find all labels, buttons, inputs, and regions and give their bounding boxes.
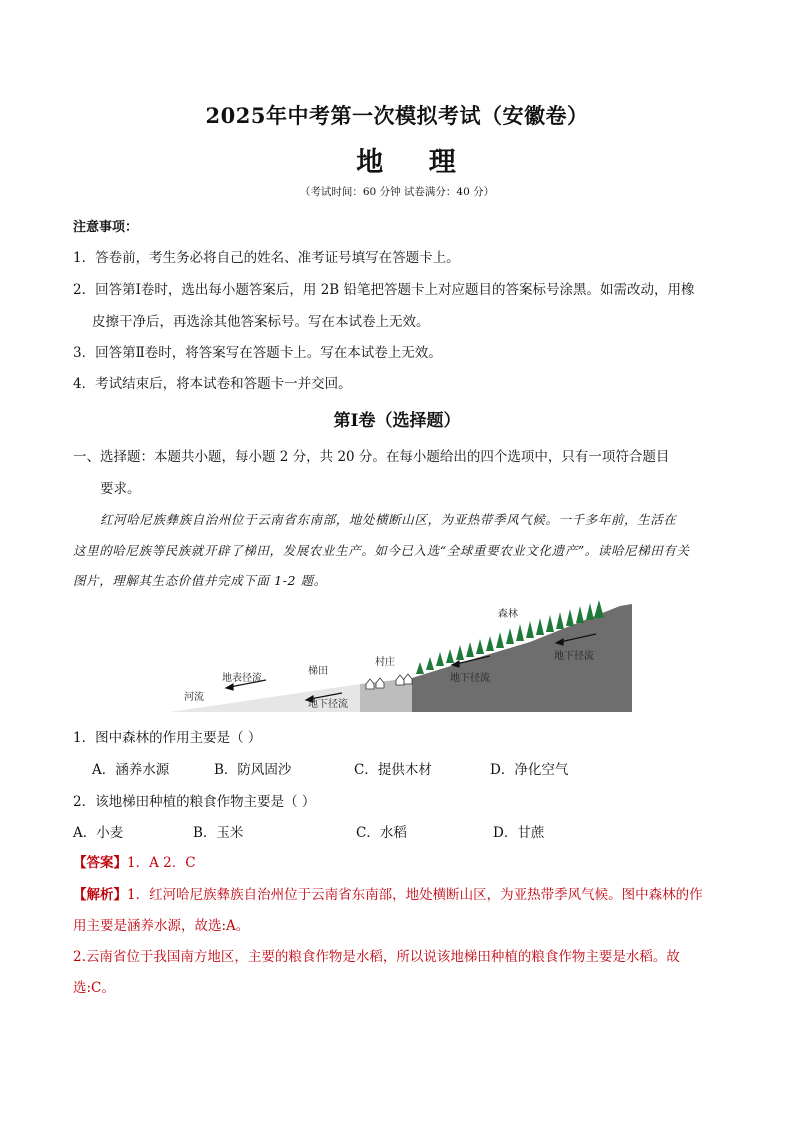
exam-info: （考试时间：60 分钟 试卷满分：40 分） bbox=[299, 186, 495, 198]
notice-heading: 注意事项： bbox=[73, 220, 139, 235]
terrace-figure bbox=[170, 600, 640, 716]
notice-item-continued: 皮擦干净后，再选涂其他答案标号。写在本试卷上无效。 bbox=[92, 314, 430, 330]
label-underground-runoff-left: 地下径流 bbox=[308, 699, 348, 710]
section-instruction: 一、选择题：本题共小题，每小题 2 分，共 20 分。在每小题给出的四个选项中，只有一项符合题目 bbox=[73, 449, 670, 465]
option-c: C．水稻 bbox=[356, 825, 407, 841]
mountain-slope bbox=[412, 604, 632, 712]
label-river: 河流 bbox=[184, 692, 204, 703]
label-forest: 森林 bbox=[498, 609, 518, 620]
question-stem: 2．该地梯田种植的粮食作物主要是（ ） bbox=[73, 794, 316, 810]
section-instruction-continued: 要求。 bbox=[100, 481, 141, 497]
exam-title: 2025年中考第一次模拟考试（安徽卷） bbox=[205, 103, 589, 128]
analysis-line: 用主要是涵养水源，故选:A。 bbox=[73, 918, 250, 934]
analysis-text: 1．红河哈尼族彝族自治州位于云南省东南部，地处横断山区，为亚热带季风气候。图中森林的作 bbox=[127, 887, 703, 903]
analysis-line bbox=[73, 883, 703, 903]
answer-line bbox=[73, 851, 196, 871]
option-d: D．净化空气 bbox=[490, 762, 569, 778]
option-c: C．提供木材 bbox=[354, 762, 432, 778]
option-a: A．涵养水源 bbox=[92, 762, 170, 778]
analysis-line: 2.云南省位于我国南方地区，主要的粮食作物是水稻，所以说该地梯田种植的粮食作物主要是水稻。故 bbox=[73, 949, 680, 965]
label-underground-runoff-right: 地下径流 bbox=[554, 651, 594, 662]
intro-paragraph-line: 红河哈尼族彝族自治州位于云南省东南部，地处横断山区，为亚热带季风气候。一千多年前，生活在 bbox=[100, 512, 677, 527]
answer-text: 1．A 2．C bbox=[127, 855, 196, 871]
notice-item: 2．回答第Ⅰ卷时，选出每小题答案后，用 2B 铅笔把答题卡上对应题目的答案标号涂黑。如需改动，用橡 bbox=[73, 282, 695, 298]
analysis-tag: 【解析】 bbox=[73, 887, 127, 903]
option-d: D．甘蔗 bbox=[493, 825, 545, 841]
label-terraces: 梯田 bbox=[308, 666, 328, 677]
label-surface-runoff: 地表径流 bbox=[222, 673, 262, 684]
subject-title: 地 理 bbox=[356, 147, 474, 178]
notice-item: 3．回答第Ⅱ卷时，将答案写在答题卡上。写在本试卷上无效。 bbox=[73, 345, 442, 361]
label-underground-runoff-mid: 地下径流 bbox=[450, 673, 490, 684]
question-stem: 1．图中森林的作用主要是（ ） bbox=[73, 730, 262, 746]
analysis-line: 选:C。 bbox=[73, 980, 115, 996]
option-a: A．小麦 bbox=[73, 825, 124, 841]
intro-paragraph-line: 这里的哈尼族等民族就开辟了梯田，发展农业生产。如今已入选“全球重要农业文化遗产”。读哈尼梯田有关 bbox=[73, 543, 690, 558]
section-title: 第Ⅰ卷（选择题） bbox=[333, 411, 461, 431]
intro-paragraph-line: 图片，理解其生态价值并完成下面 1-2 题。 bbox=[73, 573, 327, 588]
notice-item: 1．答卷前，考生务必将自己的姓名、准考证号填写在答题卡上。 bbox=[73, 250, 460, 266]
option-b: B．玉米 bbox=[193, 825, 244, 841]
answer-tag: 【答案】 bbox=[73, 855, 127, 871]
option-b: B．防风固沙 bbox=[214, 762, 292, 778]
label-village: 村庄 bbox=[375, 657, 395, 668]
notice-item: 4．考试结束后，将本试卷和答题卡一并交回。 bbox=[73, 376, 352, 392]
